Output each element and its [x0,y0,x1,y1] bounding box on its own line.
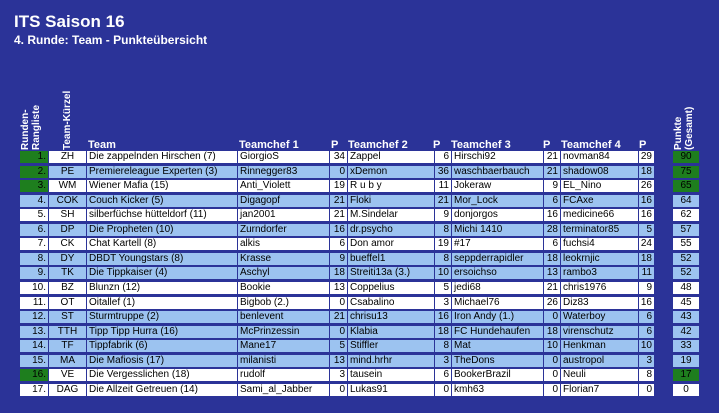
table-row [20,151,708,163]
points-4-cell: 29 [640,151,652,162]
teamchef-1-cell: Aschyl [238,267,329,279]
teamchef-3-cell: kmh63 [452,384,543,396]
points-1-cell: 21 [330,209,347,221]
points-1-cell: 21 [330,311,347,323]
points-2-cell: 10 [435,267,451,279]
header-teamchef-2: Teamchef 2 [348,139,408,151]
points-3-cell: 10 [544,340,560,352]
teamchef-2-cell: Zappel [348,151,434,163]
points-3-cell: 6 [544,195,560,207]
teamchef-4-cell: Neuli [561,369,638,381]
teamchef-2-cell: Coppelius [348,282,434,294]
points-1-cell: 0 [330,297,347,309]
teamchef-3-cell: BookerBrazil [452,369,543,381]
points-2-cell: 19 [435,238,451,250]
rank-cell: 7. [20,238,48,250]
team-code-cell: ZH [49,151,86,163]
teamchef-2-cell: R u b y [348,180,434,192]
total-points-cell: 65 [673,180,699,192]
points-1-cell: 6 [330,238,347,250]
rank-cell: 12. [20,311,48,323]
teamchef-4-cell: austropol [561,355,638,367]
rank-cell: 5. [20,209,48,221]
rank-cell: 6. [20,224,48,236]
points-2-cell: 9 [435,209,451,221]
page-title: ITS Saison 16 [14,12,125,31]
total-points-cell: 55 [673,238,699,250]
points-4-cell: 10 [640,340,652,352]
teamchef-3-cell: Michael76 [452,297,543,309]
header-team: Team [88,139,116,151]
points-4-cell: 24 [640,238,652,250]
teamchef-3-cell: FC Hundehaufen [452,326,543,338]
points-4-cell: 3 [639,355,654,367]
total-points-cell: 17 [673,369,699,381]
points-3-cell: 9 [544,180,560,192]
teamchef-1-cell: Digagopf [238,195,329,207]
total-points-cell: 48 [673,282,699,294]
total-points-cell: 0 [673,384,699,396]
team-name-cell: Tipp Tipp Hurra (16) [87,326,237,338]
teamchef-1-cell: Sami_al_Jabber [238,384,329,396]
teamchef-3-cell: Hirschi92 [452,151,543,163]
teamchef-3-cell: Michi 1410 [452,224,543,236]
header-total-points: Punkte (Gesamt) [673,106,695,150]
table-row [20,195,708,207]
points-1-cell: 9 [330,253,347,265]
teamchef-2-cell: xDemon [348,166,434,178]
teamchef-4-cell: EL_Nino [561,180,638,192]
points-4-cell: 16 [640,194,652,206]
teamchef-1-cell: jan2001 [238,209,329,221]
teamchef-1-cell: Zurndorfer [238,224,329,236]
team-code-cell: VE [49,369,86,381]
rank-cell: 4. [20,195,48,207]
total-points-cell: 43 [673,311,699,323]
team-code-cell: DP [49,224,86,236]
team-name-cell: Blunzn (12) [87,282,237,294]
header-points-2: P [433,139,441,151]
points-2-cell: 6 [435,369,451,381]
points-1-cell: 19 [330,180,347,192]
points-1-cell: 0 [330,166,347,178]
standings-table [20,151,708,398]
teamchef-4-cell: virenschutz [561,326,638,338]
teamchef-3-cell: Iron Andy (1.) [452,311,543,323]
teamchef-1-cell: Bookie [238,282,329,294]
table-row [20,297,708,309]
teamchef-4-cell: Waterboy [561,311,638,323]
points-2-cell: 6 [435,151,451,163]
header-points-4: P [639,139,647,151]
header-teamchef-1: Teamchef 1 [239,139,299,151]
teamchef-4-cell: Henkman [561,340,638,352]
total-points-cell: 19 [673,355,699,367]
table-row [20,224,708,236]
points-2-cell: 11 [435,180,451,192]
points-2-cell: 8 [435,253,451,265]
rank-cell: 13. [20,326,48,338]
points-4-cell: 8 [639,369,654,381]
teamchef-4-cell: fuchsi4 [561,238,638,250]
teamchef-3-cell: #17 [452,238,543,250]
points-1-cell: 5 [330,340,347,352]
header-team-code: Team-Kürzel [62,90,73,150]
team-name-cell: Wiener Mafia (15) [87,180,237,192]
teamchef-4-cell: FCAxe [561,195,638,207]
teamchef-2-cell: Klabia [348,326,434,338]
points-4-cell: 6 [639,326,654,338]
teamchef-1-cell: rudolf [238,369,329,381]
teamchef-4-cell: leokrnjic [561,253,638,265]
points-1-cell: 21 [330,195,347,207]
team-name-cell: Premiereleague Experten (3) [87,166,237,178]
teamchef-4-cell: novman84 [561,151,638,163]
team-name-cell: Tippfabrik (6) [87,340,237,352]
team-code-cell: WM [49,180,86,192]
points-4-cell: 16 [640,209,652,221]
total-points-cell: 75 [673,166,699,178]
rank-cell: 1. [20,151,48,163]
rank-cell: 3. [20,180,48,192]
points-3-cell: 16 [544,209,560,221]
points-3-cell: 0 [544,355,560,367]
points-1-cell: 18 [330,267,347,279]
team-name-cell: Die zappelnden Hirschen (7) [87,151,237,163]
teamchef-3-cell: seppderrapidler [452,253,543,265]
team-code-cell: DAG [49,384,86,396]
points-2-cell: 21 [435,195,451,207]
points-2-cell: 5 [435,282,451,294]
teamchef-3-cell: Mat [452,340,543,352]
points-1-cell: 34 [330,151,347,163]
table-row [20,282,708,294]
rank-cell: 17. [20,384,48,396]
table-row [20,369,708,381]
points-1-cell: 16 [330,224,347,236]
teamchef-1-cell: Mane17 [238,340,329,352]
team-code-cell: OT [49,297,86,309]
table-row [20,384,708,396]
team-code-cell: CK [49,238,86,250]
points-2-cell: 18 [435,326,451,338]
points-4-cell: 9 [639,282,654,294]
team-name-cell: Die Tippkaiser (4) [87,267,237,279]
points-3-cell: 26 [544,297,560,309]
points-3-cell: 0 [544,384,560,396]
team-name-cell: Chat Kartell (8) [87,238,237,250]
points-1-cell: 0 [330,384,347,396]
header-teamchef-4: Teamchef 4 [561,139,621,151]
teamchef-4-cell: Diz83 [561,297,638,309]
teamchef-2-cell: chrisu13 [348,311,434,323]
header-teamchef-3: Teamchef 3 [451,139,511,151]
total-points-cell: 57 [673,224,699,236]
team-code-cell: TK [49,267,86,279]
table-row [20,355,708,367]
teamchef-1-cell: McPrinzessin [238,326,329,338]
team-code-cell: COK [49,195,86,207]
teamchef-3-cell: TheDons [452,355,543,367]
team-name-cell: Oitallef (1) [87,297,237,309]
points-4-cell: 5 [639,224,654,236]
points-4-cell: 0 [639,384,654,396]
page-subtitle: 4. Runde: Team - Punkteübersicht [14,33,208,47]
teamchef-2-cell: Don amor [348,238,434,250]
team-code-cell: PE [49,166,86,178]
teamchef-2-cell: tausein [348,369,434,381]
points-3-cell: 21 [544,282,560,294]
header-points-1: P [331,139,339,151]
team-name-cell: Couch Kicker (5) [87,195,237,207]
team-name-cell: silberfüchse hütteldorf (11) [87,209,237,221]
points-2-cell: 0 [435,384,451,396]
teamchef-4-cell: terminator85 [561,224,638,236]
points-2-cell: 36 [435,166,451,178]
table-row [20,180,708,192]
teamchef-3-cell: ersoichso [452,267,543,279]
points-2-cell: 3 [435,355,451,367]
table-row [20,166,708,178]
points-3-cell: 6 [544,238,560,250]
points-3-cell: 0 [544,311,560,323]
points-1-cell: 13 [330,282,347,294]
team-code-cell: MA [49,355,86,367]
teamchef-1-cell: alkis [238,238,329,250]
teamchef-1-cell: benlevent [238,311,329,323]
points-2-cell: 8 [435,340,451,352]
rank-cell: 9. [20,267,48,279]
rank-cell: 16. [20,369,48,381]
teamchef-2-cell: Floki [348,195,434,207]
rank-cell: 8. [20,253,48,265]
header-points-3: P [543,139,551,151]
table-row [20,311,708,323]
total-points-cell: 45 [673,297,699,309]
team-code-cell: TF [49,340,86,352]
teamchef-4-cell: medicine66 [561,209,638,221]
teamchef-4-cell: shadow08 [561,166,638,178]
total-points-cell: 42 [673,326,699,338]
header-rank: Runden- Rangliste [20,104,42,150]
rank-cell: 15. [20,355,48,367]
total-points-cell: 33 [673,340,699,352]
teamchef-3-cell: waschbaerbauch [452,166,543,178]
rank-cell: 2. [20,166,48,178]
team-name-cell: Die Allzeit Getreuen (14) [87,384,237,396]
teamchef-4-cell: rambo3 [561,267,638,279]
points-2-cell: 3 [435,297,451,309]
team-code-cell: TTH [49,326,86,338]
rank-cell: 10. [20,282,48,294]
teamchef-2-cell: Csabalino [348,297,434,309]
table-row [20,209,708,221]
points-3-cell: 13 [544,267,560,279]
team-name-cell: DBDT Youngstars (8) [87,253,237,265]
points-3-cell: 18 [544,253,560,265]
points-3-cell: 0 [544,369,560,381]
points-1-cell: 13 [330,355,347,367]
total-points-cell: 52 [673,253,699,265]
team-name-cell: Sturmtruppe (2) [87,311,237,323]
teamchef-3-cell: Mor_Lock [452,195,543,207]
points-4-cell: 6 [639,311,654,323]
table-row [20,238,708,250]
teamchef-4-cell: chris1976 [561,282,638,294]
teamchef-3-cell: jedi68 [452,282,543,294]
teamchef-2-cell: bueffel1 [348,253,434,265]
team-code-cell: BZ [49,282,86,294]
team-name-cell: Die Propheten (10) [87,224,237,236]
team-name-cell: Die Vergesslichen (18) [87,369,237,381]
rank-cell: 11. [20,297,48,309]
teamchef-1-cell: Rinnegger83 [238,166,329,178]
teamchef-2-cell: mind.hrhr [348,355,434,367]
table-row [20,253,708,265]
points-2-cell: 16 [435,311,451,323]
total-points-cell: 64 [673,195,699,207]
teamchef-3-cell: donjorgos [452,209,543,221]
teamchef-2-cell: Stiffler [348,340,434,352]
team-code-cell: ST [49,311,86,323]
team-code-cell: DY [49,253,86,265]
points-3-cell: 18 [544,326,560,338]
team-code-cell: SH [49,209,86,221]
points-4-cell: 26 [640,180,652,192]
teamchef-4-cell: Florian7 [561,384,638,396]
points-4-cell: 18 [640,252,652,264]
teamchef-2-cell: Streiti13a (3.) [348,267,434,279]
points-2-cell: 8 [435,224,451,236]
points-3-cell: 21 [544,151,560,163]
table-row [20,267,708,279]
teamchef-1-cell: Anti_Violett [238,180,329,192]
rank-cell: 14. [20,340,48,352]
teamchef-1-cell: milanisti [238,355,329,367]
total-points-cell: 62 [673,209,699,221]
total-points-cell: 52 [673,267,699,279]
table-row [20,340,708,352]
teamchef-2-cell: dr.psycho [348,224,434,236]
teamchef-2-cell: Lukas91 [348,384,434,396]
teamchef-3-cell: Jokeraw [452,180,543,192]
table-row [20,326,708,338]
points-4-cell: 18 [640,165,652,177]
teamchef-1-cell: GiorgioS [238,151,329,163]
teamchef-1-cell: Krasse [238,253,329,265]
points-1-cell: 3 [330,369,347,381]
points-3-cell: 28 [544,224,560,236]
total-points-cell: 90 [673,151,699,163]
team-name-cell: Die Mafiosis (17) [87,355,237,367]
points-1-cell: 0 [330,326,347,338]
teamchef-1-cell: Bigbob (2.) [238,297,329,309]
points-3-cell: 21 [544,166,560,178]
points-4-cell: 11 [639,267,654,279]
teamchef-2-cell: M.Sindelar [348,209,434,221]
points-4-cell: 16 [640,296,652,308]
